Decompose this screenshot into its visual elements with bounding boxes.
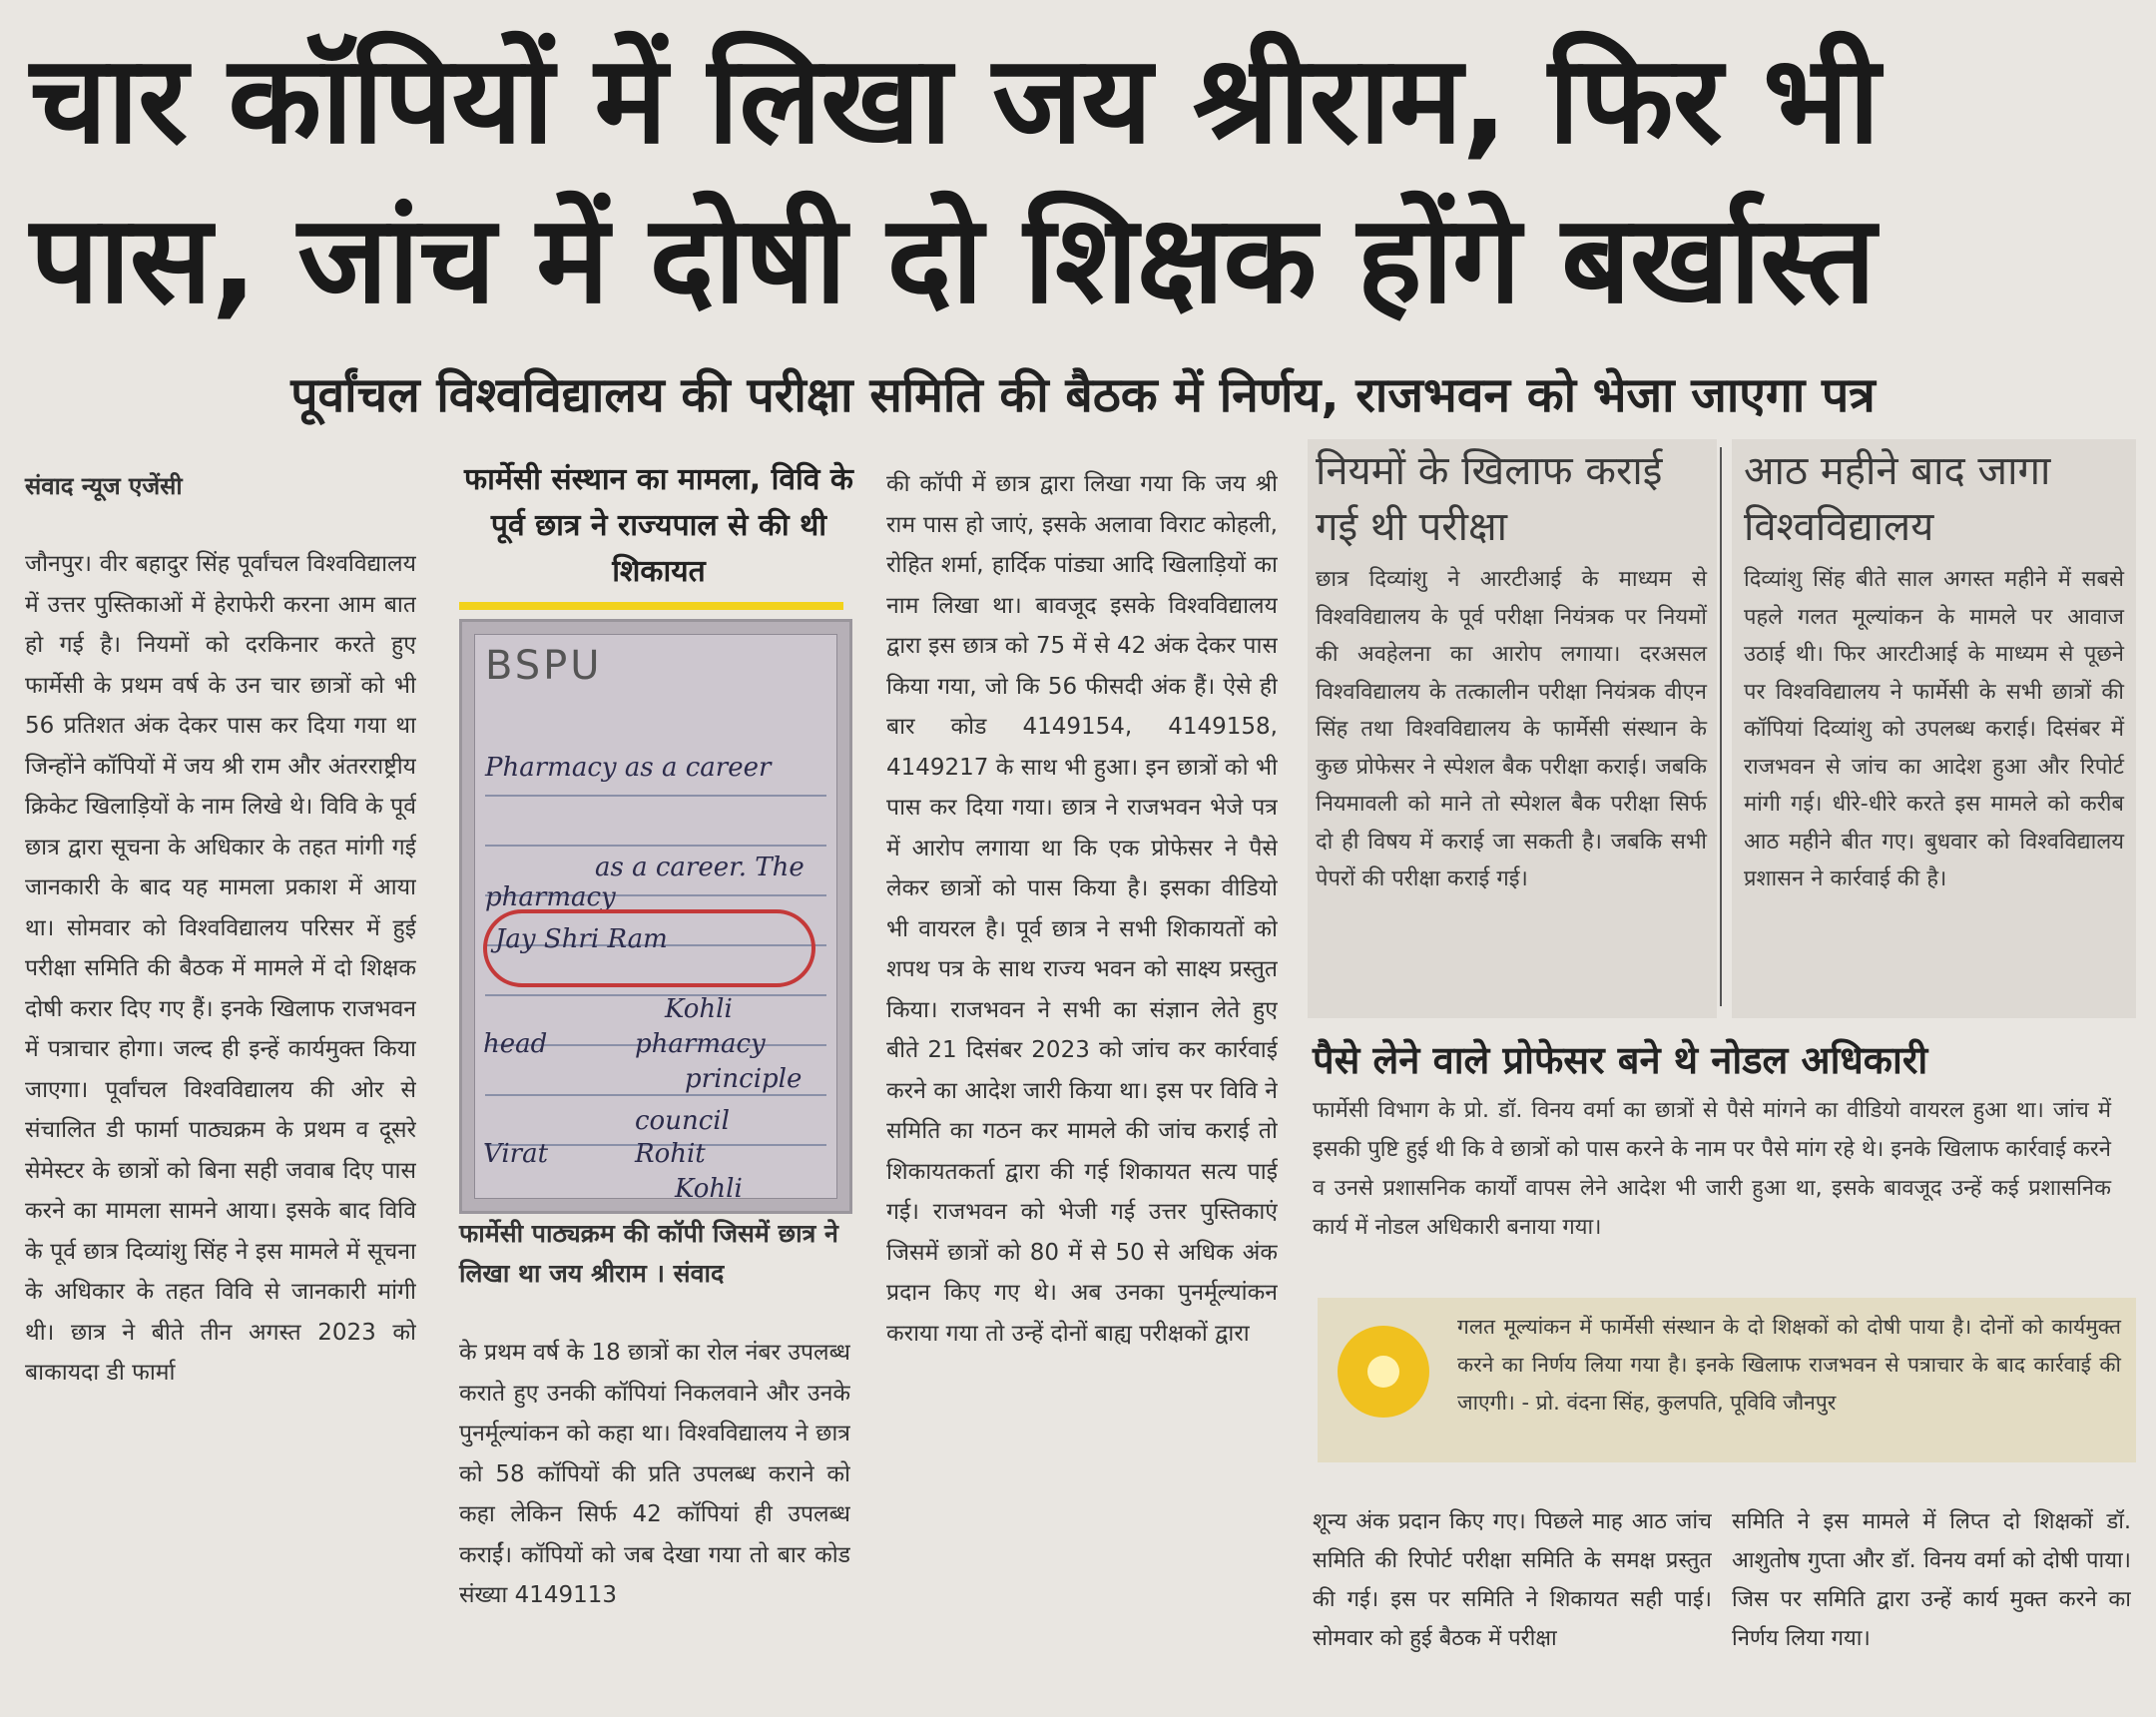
handwriting-line: Pharmacy as a career: [485, 753, 772, 783]
handwriting-line: Rohit: [635, 1139, 706, 1169]
sidebar-box-2: [1732, 439, 2136, 1018]
byline: संवाद न्यूज एजेंसी: [25, 472, 183, 500]
handwriting-line: head: [483, 1029, 548, 1059]
sidebar-1-body: छात्र दिव्यांशु ने आरटीआई के माध्यम से विश्वविद्यालय के पूर्व परीक्षा नियंत्रक पर नियमों की अवहेलना का आरोप लगाया। दरअसल विश्वविद्यालय के तत्कालीन परीक्षा नियंत्रक वीएन सिंह तथा विश्वविद्यालय के फार्मेसी संस्थान के कुछ प्रोफेसर ने स्पेशल बैक परीक्षा कराई। जबकि नियमावली को माने तो स्पेशल बैक परीक्षा सिर्फ दो ही विषय में कराई जा सकती है। जबकि सभी पेपरों की परीक्षा कराई गई।: [1316, 567, 1707, 891]
handwriting-line: council: [635, 1106, 730, 1136]
sidebar-box-1: [1308, 439, 1717, 1018]
article-column-2: के प्रथम वर्ष के 18 छात्रों का रोल नंबर उपलब्ध कराते हुए उनकी कॉपियां निकलवाने और उनके पुनर्मूल्यांकन को कहा था। विश्वविद्यालय ने छात्र को 58 कॉपियों की प्रति उपलब्ध कराने को कहा लेकिन सिर्फ 42 कॉपियां ही उपलब्ध कराईं। कॉपियों को जब देखा गया तो बार कोड संख्या 4149113: [459, 1340, 850, 1608]
article-column-1: जौनपुर। वीर बहादुर सिंह पूर्वांचल विश्वविद्यालय में उत्तर पुस्तिकाओं में हेराफेरी करना आम बात हो गई है। नियमों को दरकिनार करते हुए फार्मेसी के प्रथम वर्ष के उन चार छात्रों को भी 56 प्रतिशत अंक देकर पास कर दिया गया था जिन्होंने कॉपियों में जय श्री राम और अंतरराष्ट्रीय क्रिकेट खिलाड़ियों के नाम लिखे थे। विवि के पूर्व छात्र द्वारा सूचना के अधिकार के तहत मांगी गई जानकारी के बाद यह मामला प्रकाश में आया था। सोमवार को विश्वविद्यालय परिसर में हुई परीक्षा समिति की बैठक में मामले में दो शिक्षक दोषी करार दिए गए हैं। इनके खिलाफ राजभवन में पत्राचार होगा। जल्द ही इन्हें कार्यमुक्त किया जाएगा। पूर्वांचल विश्वविद्यालय की ओर से संचालित डी फार्मा पाठ्यक्रम के प्रथम व दूसरे सेमेस्टर के छात्रों को बिना सही जवाब दिए पास करने का मामला सामने आया। इसके बाद विवि के पूर्व छात्र दिव्यांशु सिंह ने इस मामले में सूचना के अधिकार के तहत विवि से जानकारी मांगी थी। छात्र ने बीते तीन अगस्त 2023 को बाकायदा डी फार्मा: [25, 551, 416, 1386]
handwriting-line: pharmacy: [485, 882, 616, 912]
handwriting-line: Kohli: [675, 1174, 743, 1204]
answer-sheet-photo: [459, 619, 852, 1214]
box-heading: फार्मेसी संस्थान का मामला, विवि के पूर्व छात्र ने राज्यपाल से की थी शिकायत: [464, 462, 853, 589]
quote-icon: [1338, 1326, 1429, 1418]
quote-text: गलत मूल्यांकन में फार्मेसी संस्थान के दो शिक्षकों को दोषी पाया है। दोनों को कार्यमुक्त करने का निर्णय लिया गया है। इनके खिलाफ राजभवन से पत्राचार के बाद कार्रवाई की जाएगी। - प्रो. वंदना सिंह, कुलपति, पूविवि जौनपुर: [1457, 1315, 2121, 1415]
heading-underline: [459, 602, 843, 610]
photo-caption: फार्मेसी पाठ्यक्रम की कॉपी जिसमें छात्र ने लिखा था जय श्रीराम । संवाद: [459, 1219, 838, 1288]
column-rule: [1720, 447, 1722, 1006]
sidebar-1-heading: नियमों के खिलाफ कराई गई थी परीक्षा: [1316, 448, 1663, 550]
handwriting-line: as a career. The: [595, 853, 805, 882]
handwriting-line: pharmacy: [635, 1029, 766, 1059]
subheadline: पूर्वांचल विश्वविद्यालय की परीक्षा समिति की बैठक में निर्णय, राजभवन को भेजा जाएगा पत्र: [290, 367, 1876, 423]
nodal-body: फार्मेसी विभाग के प्रो. डॉ. विनय वर्मा का छात्रों से पैसे मांगने का वीडियो वायरल हुआ था। जांच में इसकी पुष्टि हुई थी कि वे छात्रों को पास करने के नाम पर पैसे मांग रहे थे। इनके खिलाफ कार्रवाई करने व उनसे प्रशासनिक कार्यों वापस लेने आदेश भी जारी हुआ था, इसके बावजूद उन्हें कई प्रशासनिक कार्य में नोडल अधिकारी बनाया गया।: [1313, 1098, 2111, 1240]
answer-sheet: [474, 634, 837, 1204]
article-bottom-left: शून्य अंक प्रदान किए गए। पिछले माह आठ जांच समिति की रिपोर्ट परीक्षा समिति के समक्ष प्रस्तुत की गई। इस पर समिति ने शिकायत सही पाई। सोमवार को हुई बैठक में परीक्षा: [1313, 1509, 1712, 1651]
quote-box: [1318, 1298, 2136, 1462]
nodal-heading: पैसे लेने वाले प्रोफेसर बने थे नोडल अधिकारी: [1313, 1038, 1928, 1082]
sidebar-2-body: दिव्यांशु सिंह बीते साल अगस्त महीने में सबसे पहले गलत मूल्यांकन के मामले पर आवाज उठाई थी। फिर आरटीआई के माध्यम से पूछने पर विश्वविद्यालय ने फार्मेसी के सभी छात्रों की कॉपियां दिव्यांशु को उपलब्ध कराई। दिसंबर में राजभवन से जांच का आदेश हुआ और रिपोर्ट मांगी गई। धीरे-धीरे करते इस मामले को करीब आठ महीने बीत गए। बुधवार को विश्वविद्यालय प्रशासन ने कार्रवाई की है।: [1744, 567, 2124, 891]
sidebar-2-heading: आठ महीने बाद जागा विश्वविद्यालय: [1744, 448, 2051, 550]
article-bottom-right: समिति ने इस मामले में लिप्त दो शिक्षकों डॉ. आशुतोष गुप्ता और डॉ. विनय वर्मा को दोषी पाया। जिस पर समिति द्वारा उन्हें कार्य मुक्त करने का निर्णय लिया गया।: [1732, 1509, 2131, 1651]
handwriting-line: Jay Shri Ram: [495, 924, 668, 954]
handwriting-line: Virat: [483, 1139, 549, 1169]
headline: चार कॉपियों में लिखा जय श्रीराम, फिर भी पास, जांच में दोषी दो शिक्षक होंगे बर्खास्त: [30, 29, 1880, 330]
article-column-3: की कॉपी में छात्र द्वारा लिखा गया कि जय श्री राम पास हो जाएं, इसके अलावा विराट कोहली, रोहित शर्मा, हार्दिक पांड्या आदि खिलाड़ियों का नाम लिखा था। बावजूद इसके विश्वविद्यालय द्वारा इस छात्र को 75 में से 42 अंक देकर पास किया गया, जो कि 56 फीसदी अंक हैं। ऐसे ही बार कोड 4149154, 4149158, 4149217 के साथ भी हुआ। इन छात्रों को भी पास कर दिया गया। छात्र ने राजभवन भेजे पत्र में आरोप लगाया था कि एक प्रोफेसर ने पैसे लेकर छात्रों को पास किया है। इसका वीडियो भी वायरल है। पूर्व छात्र ने सभी शिकायतों को शपथ पत्र के साथ राज्य भवन को साक्ष्य प्रस्तुत किया। राजभवन ने सभी का संज्ञान लेते हुए बीते 21 दिसंबर 2023 को जांच कर कार्रवाई करने का आदेश जारी किया था। इस पर विवि ने समिति का गठन कर मामले की जांच कराई तो शिकायतकर्ता द्वारा की गई शिकायत सत्य पाई गई। राजभवन को भेजी गई उत्तर पुस्तिकाएं जिसमें छात्रों को 80 में से 50 से अधिक अंक प्रदान किए गए थे। अब उनका पुनर्मूल्यांकन कराया गया तो उन्हें दोनों बाह्य परीक्षकों द्वारा: [886, 471, 1278, 1347]
handwriting-line: principle: [685, 1064, 803, 1094]
photo-sheet-label: BSPU: [485, 643, 603, 689]
handwriting-line: Kohli: [665, 994, 733, 1024]
